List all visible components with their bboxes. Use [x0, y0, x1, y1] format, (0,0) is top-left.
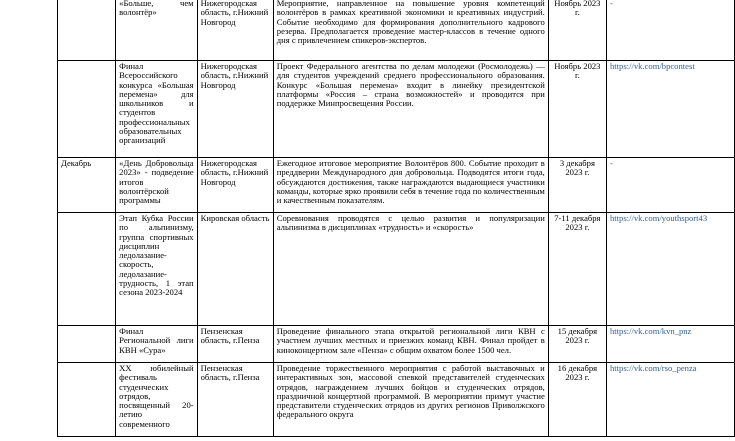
link-cell — [606, 326, 734, 363]
region-cell: Нижегородская область, г.Нижний Новгород — [197, 0, 273, 61]
event-name-cell: «Больше, чем волонтёр» — [116, 0, 197, 61]
description-cell: Проведение финального этапа открытой региональной лиги КВН с участием лучших местных и приезжих команд КВН. Финал пройдет в киноконцертном зале «Пенза» с общим охватом более 1500 чел. — [273, 326, 548, 363]
event-name-cell: XX юбилейный фестиваль студенческих отрядов, посвященный 20-летию современного — [116, 363, 197, 437]
event-name-cell: «День Добровольца 2023» - подведение итогов волонтёрской программы — [116, 158, 197, 213]
description-cell: Проведение торжественного мероприятия с работой выставочных и интерактивных зон, массовой спевкой представителей студенческих отрядов, награждением лучших бойцов и студенческих отрядов, праздничной концертной программой. В мероприятии примут участие представители студенческих отрядов из других регионов Приволжского федерального округа — [273, 363, 548, 437]
event-link[interactable]: https://vk.com/youthsport43 — [609, 213, 708, 223]
month-cell — [58, 61, 116, 158]
month-cell — [58, 213, 116, 326]
region-cell: Нижегородская область, г.Нижний Новгород — [197, 61, 273, 158]
table-row — [58, 61, 735, 158]
region-cell: Нижегородская область, г.Нижний Новгород — [197, 158, 273, 213]
description-cell: Проект Федерального агентства по делам молодежи (Росмолодежь) — для студентов учреждений среднего профессионального образования. Конкурс «Большая перемена» входит в линейку президентской платформы «Россия – страна возможностей» и проводится при поддержке Минпросвещения России. — [273, 61, 548, 158]
link-cell — [606, 158, 734, 213]
table-row — [58, 326, 735, 363]
event-name-cell: Финал Региональной лиги КВН «Сура» — [116, 326, 197, 363]
month-cell — [58, 326, 116, 363]
region-cell: Пензенская область, г.Пенза — [197, 326, 273, 363]
date-cell: 15 декабря 2023 г. — [548, 326, 606, 363]
description-cell: Мероприятие, направленное на повышение уровня компетенций волонтёров в рамках креативной экономики и креативных индустрий. Событие необходимо для формирования дополнительного кадрового резерва. Предполагается проведение мастер-классов в течение одного дня с привлечением спикеров-экспертов. — [273, 0, 548, 61]
date-cell: 16 декабря 2023 г. — [548, 363, 606, 437]
link-cell — [606, 0, 734, 61]
event-name-cell: Финал Всероссийского конкурса «Большая перемена» для школьников и студентов профессиональных образовательных организаций — [116, 61, 197, 158]
date-cell: 7-11 декабря 2023 г. — [548, 213, 606, 326]
month-cell: Декабрь — [58, 158, 116, 213]
link-cell — [606, 213, 734, 326]
region-cell: Пензенская область, г.Пенза — [197, 363, 273, 437]
date-cell: Ноябрь 2023 г. — [548, 61, 606, 158]
table-row — [58, 0, 735, 61]
event-link[interactable]: - — [609, 158, 613, 168]
event-link[interactable]: https://vk.com/rso_penza — [609, 363, 697, 373]
description-cell: Соревнования проводятся с целью развития и популяризации альпинизма в дисциплинах «трудность» и «скорость» — [273, 213, 548, 326]
link-cell — [606, 363, 734, 437]
event-name-cell: Этап Кубка России по альпинизму, группа спортивных дисциплин ледолазание-скорость, ледолазание-трудность, 1 этап сезона 2023-2024 — [116, 213, 197, 326]
table-row — [58, 213, 735, 326]
date-cell: 3 декабря 2023 г. — [548, 158, 606, 213]
events-table — [57, 0, 735, 437]
event-link[interactable]: https://vk.com/bpcontest — [609, 61, 695, 71]
event-link[interactable]: - — [609, 0, 613, 8]
date-cell: Ноябрь 2023 г. — [548, 0, 606, 61]
event-link[interactable]: https://vk.com/kvn_pnz — [609, 326, 692, 336]
table-row — [58, 363, 735, 437]
description-cell: Ежегодное итоговое мероприятие Волонтёров 800. Событие проходит в преддверии Международного дня добровольца. Подводятся итоги года, обсуждаются достижения, также награждаются выдающиеся участники команды, которые ярко проявили себя в течение года по количественным и качественным показателям. — [273, 158, 548, 213]
month-cell — [58, 363, 116, 437]
link-cell — [606, 61, 734, 158]
region-cell: Кировская область — [197, 213, 273, 326]
month-cell — [58, 0, 116, 61]
table-row — [58, 158, 735, 213]
